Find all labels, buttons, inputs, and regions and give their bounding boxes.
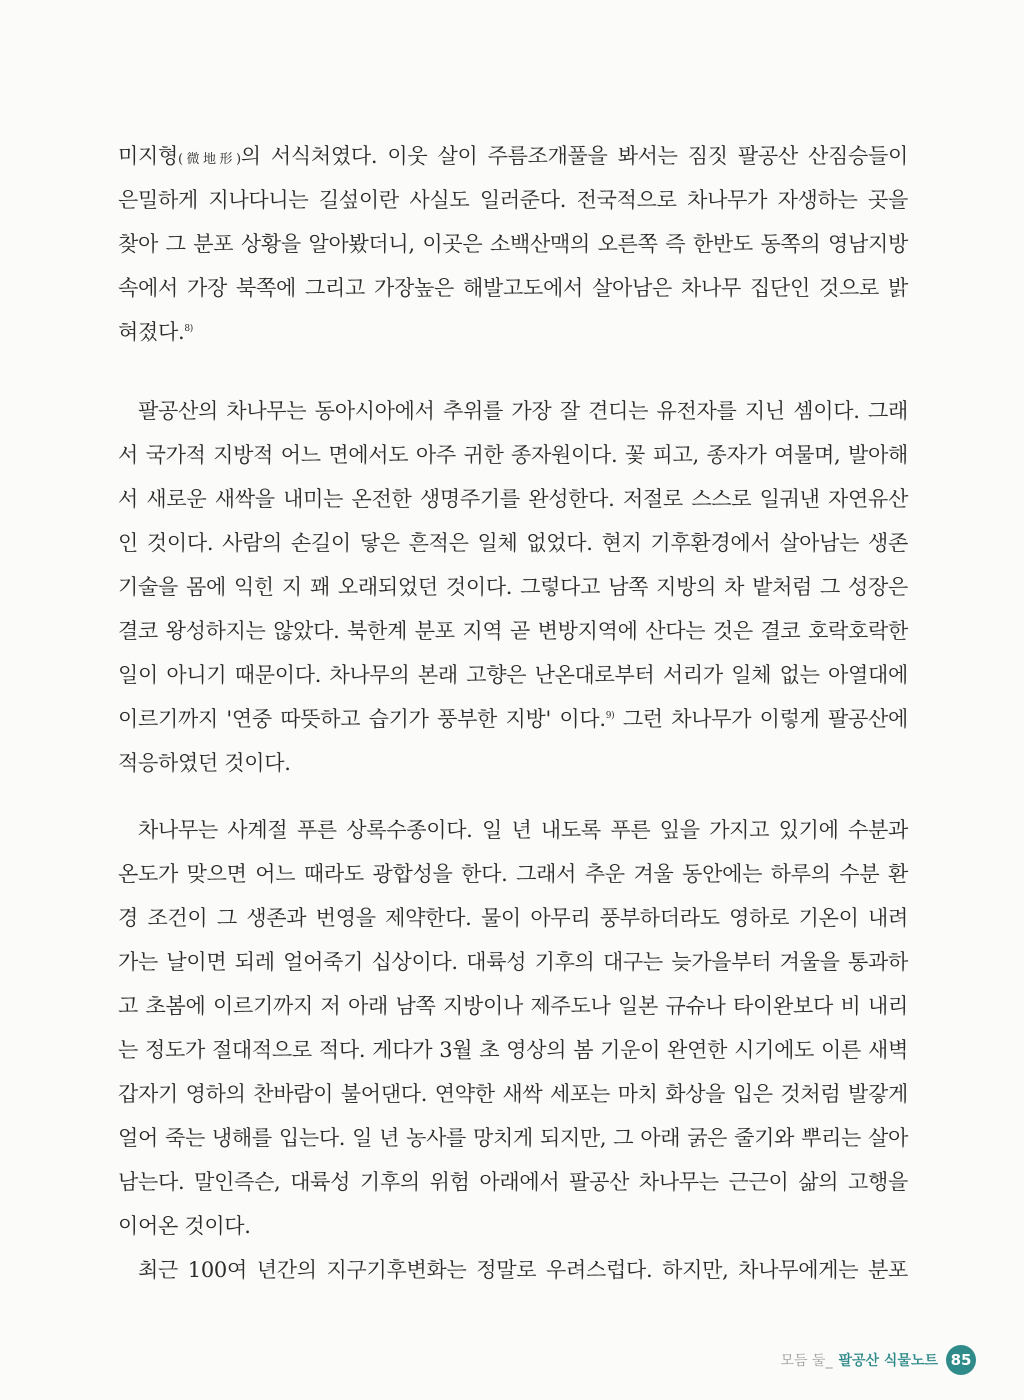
text-line: [118, 134, 908, 178]
text-line: 최근 100여 년간의 지구기후변화는 정말로 우려스럽다. 하지만, 차나무에게는 분포: [138, 1258, 908, 1282]
section-label: 모듬 둘_: [780, 1353, 833, 1369]
text-line: [118, 310, 908, 354]
text-line: 남는다. 말인즉슨, 대륙성 기후의 위험 아래에서 팔공산 차나무는 근근이 삶의 고행을: [118, 1170, 908, 1194]
text-line: 일이 아니기 때문이다. 차나무의 본래 고향은 난온대로부터 서리가 일체 없는 아열대에: [118, 663, 908, 687]
text-line: 기술을 몸에 익힌 지 꽤 오래되었던 것이다. 그렇다고 남쪽 지방의 차 밭처럼 그 성장은: [118, 575, 908, 599]
text-line: 서 국가적 지방적 어느 면에서도 아주 귀한 종자원이다. 꽃 피고, 종자가 여물며, 발아해: [118, 443, 908, 467]
text-run: 이르기까지 '연중 따뜻하고 습기가 풍부한 지방' 이다.: [118, 707, 606, 731]
text-line: 갑자기 영하의 찬바람이 불어댄다. 연약한 새싹 세포는 마치 화상을 입은 것처럼 발갛게: [118, 1082, 908, 1106]
text-line: 은밀하게 지나다니는 길섶이란 사실도 일러준다. 전국적으로 차나무가 자생하는 곳을: [118, 188, 908, 212]
text-line: 이어온 것이다.: [118, 1214, 251, 1238]
text-run: 미지형: [118, 144, 178, 168]
text-line: 가는 날이면 되레 얼어죽기 십상이다. 대륙성 기후의 대구는 늦가을부터 겨울을 통과하: [118, 950, 908, 974]
text-run: 그런 차나무가 이렇게 팔공산에: [614, 707, 908, 731]
text-line: 인 것이다. 사람의 손길이 닿은 흔적은 일체 없었다. 현지 기후환경에서 살아남는 생존: [118, 531, 908, 555]
text-line: 차나무는 사계절 푸른 상록수종이다. 일 년 내도록 푸른 잎을 가지고 있기에 수분과: [138, 818, 908, 842]
page-footer: [780, 1344, 976, 1376]
book-title: 팔공산 식물노트: [838, 1353, 938, 1369]
footnote-ref: 8): [184, 324, 193, 334]
text-line: 결코 왕성하지는 않았다. 북한계 분포 지역 곧 변방지역에 산다는 것은 결코 호락호락한: [118, 619, 908, 643]
text-line: 서 새로운 새싹을 내미는 온전한 생명주기를 완성한다. 저절로 스스로 일궈낸 자연유산: [118, 487, 908, 511]
text-line: 적응하였던 것이다.: [118, 751, 291, 775]
paragraph-3: [118, 808, 908, 1292]
text-run: 의 서식처였다. 이웃 살이 주름조개풀을 봐서는 짐짓 팔공산 산짐승들이: [240, 144, 908, 168]
paragraph-2: [118, 389, 908, 785]
text-line: 얼어 죽는 냉해를 입는다. 일 년 농사를 망치게 되지만, 그 아래 굵은 줄기와 뿌리는 살아: [118, 1126, 908, 1150]
text-line: 는 정도가 절대적으로 적다. 게다가 3월 초 영상의 봄 기운이 완연한 시기에도 이른 새벽: [118, 1038, 908, 1062]
text-line: 찾아 그 분포 상황을 알아봤더니, 이곳은 소백산맥의 오른쪽 즉 한반도 동쪽의 영남지방: [118, 232, 908, 256]
page-number-badge: 85: [946, 1345, 976, 1375]
text-line: 경 조건이 그 생존과 번영을 제약한다. 물이 아무리 풍부하더라도 영하로 기온이 내려: [118, 906, 908, 930]
text-line: 고 초봄에 이르기까지 저 아래 남쪽 지방이나 제주도나 일본 규슈나 타이완보다 비 내리: [118, 994, 908, 1018]
paragraph-1: [118, 134, 908, 354]
hanja-annotation: (微地形): [177, 152, 241, 167]
text-line: [118, 697, 908, 741]
text-line: 팔공산의 차나무는 동아시아에서 추위를 가장 잘 견디는 유전자를 지닌 셈이다. 그래: [138, 399, 908, 423]
text-run: 혀졌다.: [118, 320, 185, 344]
text-line: 속에서 가장 북쪽에 그리고 가장높은 해발고도에서 살아남은 차나무 집단인 것으로 밝: [118, 276, 908, 300]
footnote-ref: 9): [605, 711, 615, 721]
text-line: 온도가 맞으면 어느 때라도 광합성을 한다. 그래서 추운 겨울 동안에는 하루의 수분 환: [118, 862, 908, 886]
